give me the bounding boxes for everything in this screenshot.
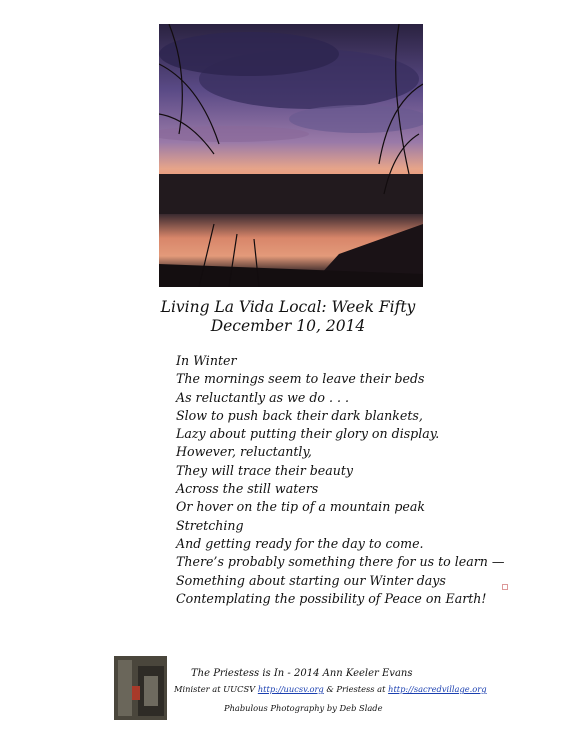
poem-line: Contemplating the possibility of Peace on Earth!: [176, 590, 487, 606]
poem-line: The mornings seem to leave their beds: [176, 371, 425, 387]
poem: [176, 352, 504, 608]
credit-line: The Priestess is In - 2014 Ann Keeler Evans: [191, 668, 413, 679]
poem-line: In Winter: [176, 353, 237, 368]
photo-credit: Phabulous Photography by Deb Slade: [224, 703, 383, 713]
poem-line: Something about starting our Winter days: [176, 572, 446, 588]
poem-line: Slow to push back their dark blankets,: [176, 407, 423, 423]
poem-line: There’s probably something there for us to learn —: [176, 554, 505, 570]
decorative-mark: [502, 584, 508, 590]
poem-line: Or hover on the tip of a mountain peak: [176, 499, 425, 515]
page-title: Living La Vida Local: Week Fifty: [160, 298, 416, 316]
poem-line: They will trace their beauty: [176, 462, 354, 478]
poem-line: As reluctantly as we do . . .: [176, 389, 349, 405]
priestess-text: & Priestess at: [323, 684, 389, 694]
poem-line: However, reluctantly,: [176, 444, 312, 460]
poem-line: Across the still waters: [176, 481, 319, 497]
page-date: December 10, 2014: [210, 317, 366, 335]
poem-line: Lazy about putting their glory on display.: [176, 426, 440, 442]
minister-text: Minister at UUCSV: [174, 684, 256, 694]
sunset-photo: [159, 24, 423, 287]
affiliation-line: [174, 684, 487, 694]
poem-line: Stretching: [176, 517, 244, 533]
sacred-village-link[interactable]: http://sacredvillage.org: [388, 684, 487, 694]
priestess-logo-photo: [114, 656, 167, 720]
poem-line: And getting ready for the day to come.: [176, 535, 424, 551]
uucsv-link[interactable]: http://uucsv.org: [257, 684, 324, 694]
